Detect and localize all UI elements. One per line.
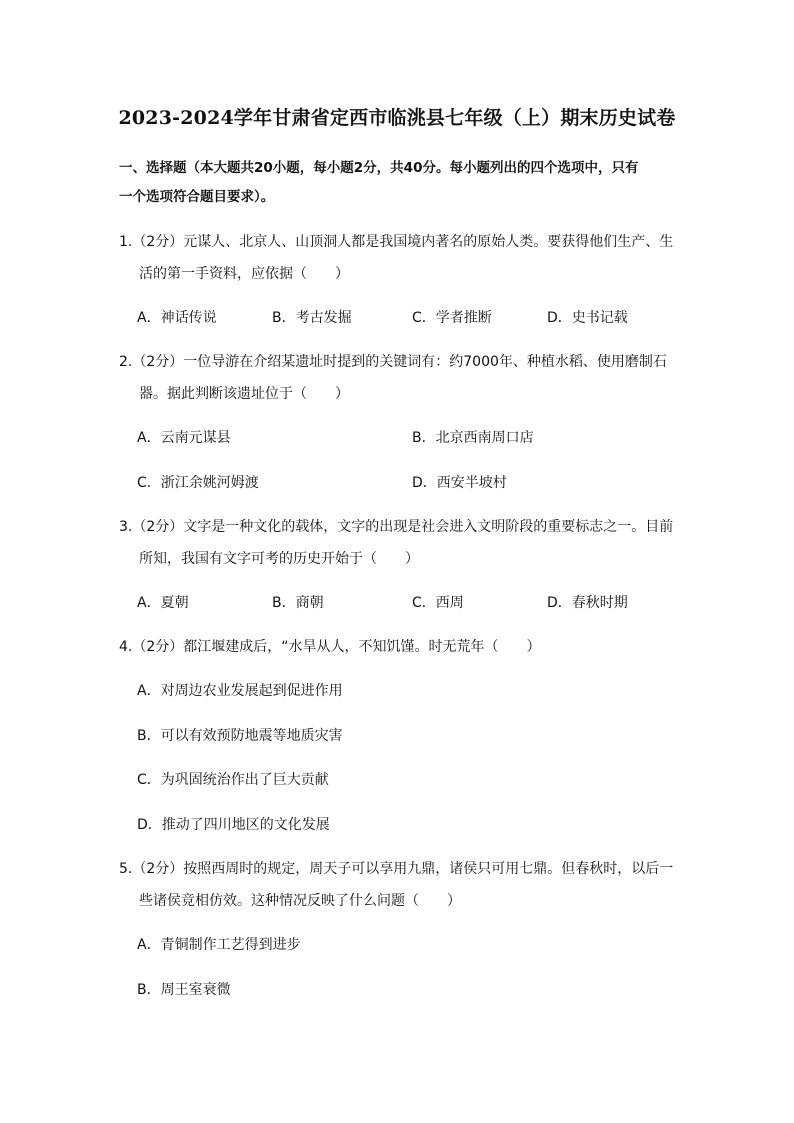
question-1-option-d[interactable]: D．史书记载 — [547, 310, 628, 326]
question-3-option-d[interactable]: D．春秋时期 — [547, 595, 628, 611]
question-5-option-a[interactable]: A．青铜制作工艺得到进步 — [137, 937, 301, 953]
page-title: 2023-2024学年甘肃省定西市临洮县七年级（上）期末历史试卷 — [118, 107, 676, 129]
question-1-option-a[interactable]: A．神话传说 — [137, 310, 217, 326]
question-4-option-d[interactable]: D．推动了四川地区的文化发展 — [137, 817, 330, 833]
question-3-option-c[interactable]: C．西周 — [412, 595, 464, 611]
question-1-option-b[interactable]: B．考古发掘 — [272, 310, 352, 326]
question-4-option-c[interactable]: C．为巩固统治作出了巨大贡献 — [137, 772, 329, 788]
question-4-option-a[interactable]: A．对周边农业发展起到促进作用 — [137, 683, 343, 699]
question-2-text-line-2: 器。据此判断该遗址位于（ ） — [139, 386, 349, 402]
section-heading-line-1: 一、选择题（本大题共20小题，每小题2分，共40分。每小题列出的四个选项中，只有 — [119, 160, 639, 176]
question-3-option-b[interactable]: B．商朝 — [272, 595, 324, 611]
question-2-option-a[interactable]: A．云南元谋县 — [137, 430, 231, 446]
question-4-option-b[interactable]: B．可以有效预防地震等地质灾害 — [137, 728, 343, 744]
question-5-text-line-1: 5.（2分）按照西周时的规定，周天子可以享用九鼎，诸侯只可用七鼎。但春秋时，以后一 — [119, 861, 674, 877]
question-2-option-c[interactable]: C．浙江余姚河姆渡 — [137, 475, 259, 491]
question-3-text-line-1: 3.（2分）文字是一种文化的载体，文字的出现是社会进入文明阶段的重要标志之一。目前 — [119, 519, 674, 535]
question-5-text-line-2: 些诸侯竞相仿效。这种情况反映了什么问题（ ） — [139, 893, 461, 909]
question-5-option-b[interactable]: B．周王室衰微 — [137, 982, 231, 998]
question-3-option-a[interactable]: A．夏朝 — [137, 595, 189, 611]
question-1-option-c[interactable]: C．学者推断 — [412, 310, 492, 326]
question-2-text-line-1: 2.（2分）一位导游在介绍某遗址时提到的关键词有：约7000年、种植水稻、使用磨制石 — [119, 354, 667, 370]
question-1-text-line-1: 1.（2分）元谋人、北京人、山顶洞人都是我国境内著名的原始人类。要获得他们生产、生 — [119, 234, 674, 250]
question-2-option-b[interactable]: B．北京西南周口店 — [412, 430, 534, 446]
section-heading-line-2: 一个选项符合题目要求）。 — [119, 189, 275, 205]
question-1-text-line-2: 活的第一手资料，应依据（ ） — [139, 266, 349, 282]
question-2-option-d[interactable]: D．西安半坡村 — [412, 475, 507, 491]
question-3-text-line-2: 所知，我国有文字可考的历史开始于（ ） — [139, 551, 419, 567]
question-4-text-line-1: 4.（2分）都江堰建成后，“水旱从人，不知饥馑。时无荒年（ ） — [119, 639, 541, 655]
